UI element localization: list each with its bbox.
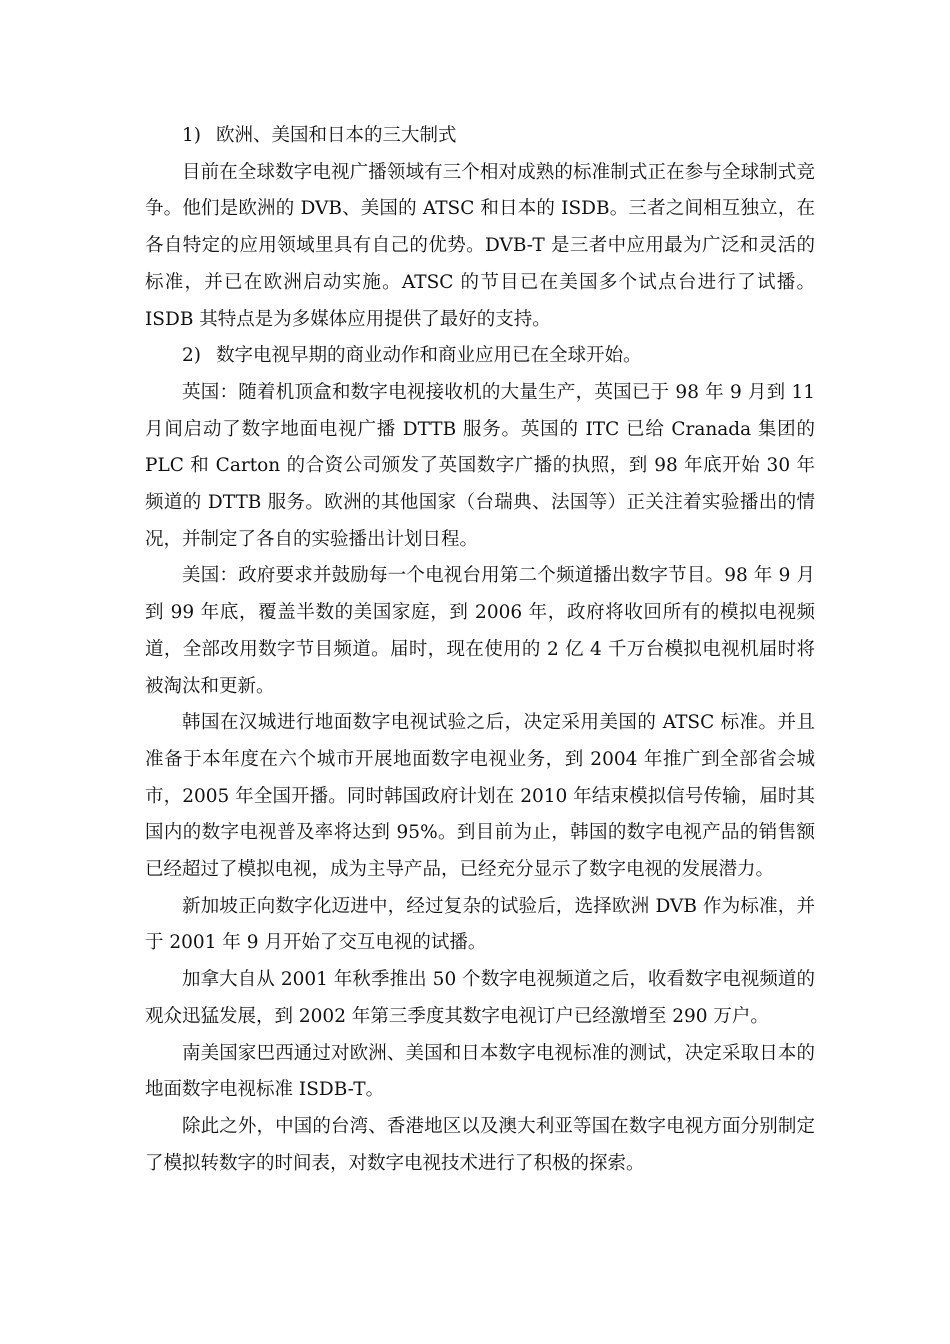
list-item-1 <box>145 118 815 155</box>
list-number-1: 1) <box>182 125 201 146</box>
list-text-1: 欧洲、美国和日本的三大制式 <box>216 125 457 146</box>
paragraph-standards: 目前在全球数字电视广播领域有三个相对成熟的标准制式正在参与全球制式竞争。他们是欧洲的 DVB、美国的 ATSC 和日本的 ISDB。三者之间相互独立，在各自特定的应用领域里具有自己的优势。DVB-T 是三者中应用最为广泛和灵活的标准，并已在欧洲启动实施。ATSC 的节目已在美国多个试点台进行了试播。ISDB 其特点是为多媒体应用提供了最好的支持。 <box>145 161 815 330</box>
paragraph-canada: 加拿大自从 2001 年秋季推出 50 个数字电视频道之后，收看数字电视频道的观众迅猛发展，到 2002 年第三季度其数字电视订户已经激增至 290 万户。 <box>145 969 815 1027</box>
paragraph-others: 除此之外，中国的台湾、香港地区以及澳大利亚等国在数字电视方面分别制定了模拟转数字的时间表，对数字电视技术进行了积极的探索。 <box>145 1115 815 1174</box>
paragraph-usa: 美国：政府要求并鼓励每一个电视台用第二个频道播出数字节目。98 年 9 月到 99 年底，覆盖半数的美国家庭，到 2006 年，政府将收回所有的模拟电视频道，全部改用数字节目频道。届时，现在使用的 2 亿 4 千万台模拟电视机届时将被淘汰和更新。 <box>145 565 815 697</box>
document-body <box>145 118 815 1182</box>
list-item-2 <box>145 338 815 375</box>
list-number-2: 2) <box>182 345 201 367</box>
paragraph-korea: 韩国在汉城进行地面数字电视试验之后，决定采用美国的 ATSC 标准。并且准备于本年度在六个城市开展地面数字电视业务，到 2004 年推广到全部省会城市，2005 年全国开播。同时韩国政府计划在 2010 年结束模拟信号传输，届时其国内的数字电视普及率将达到 95%。到目前为止，韩国的数字电视产品的销售额已经超过了模拟电视，成为主导产品，已经充分显示了数字电视的发展潜力。 <box>145 712 815 881</box>
paragraph-singapore: 新加坡正向数字化迈进中，经过复杂的试验后，选择欧洲 DVB 作为标准，并于 2001 年 9 月开始了交互电视的试播。 <box>145 895 815 954</box>
paragraph-brazil: 南美国家巴西通过对欧洲、美国和日本数字电视标准的测试，决定采取日本的地面数字电视标准 ISDB-T。 <box>145 1042 815 1101</box>
paragraph-uk: 英国：随着机顶盒和数字电视接收机的大量生产，英国已于 98 年 9 月到 11 月间启动了数字地面电视广播 DTTB 服务。英国的 ITC 已给 Cranada 集团的 PLC 和 Carton 的合资公司颁发了英国数字广播的执照，到 98 年底开始 30 年频道的 DTTB 服务。欧洲的其他国家（台瑞典、法国等）正关注着实验播出的情况，并制定了各自的实验播出计划日程。 <box>145 381 815 550</box>
list-text-2: 数字电视早期的商业动作和商业应用已在全球开始。 <box>216 345 642 367</box>
